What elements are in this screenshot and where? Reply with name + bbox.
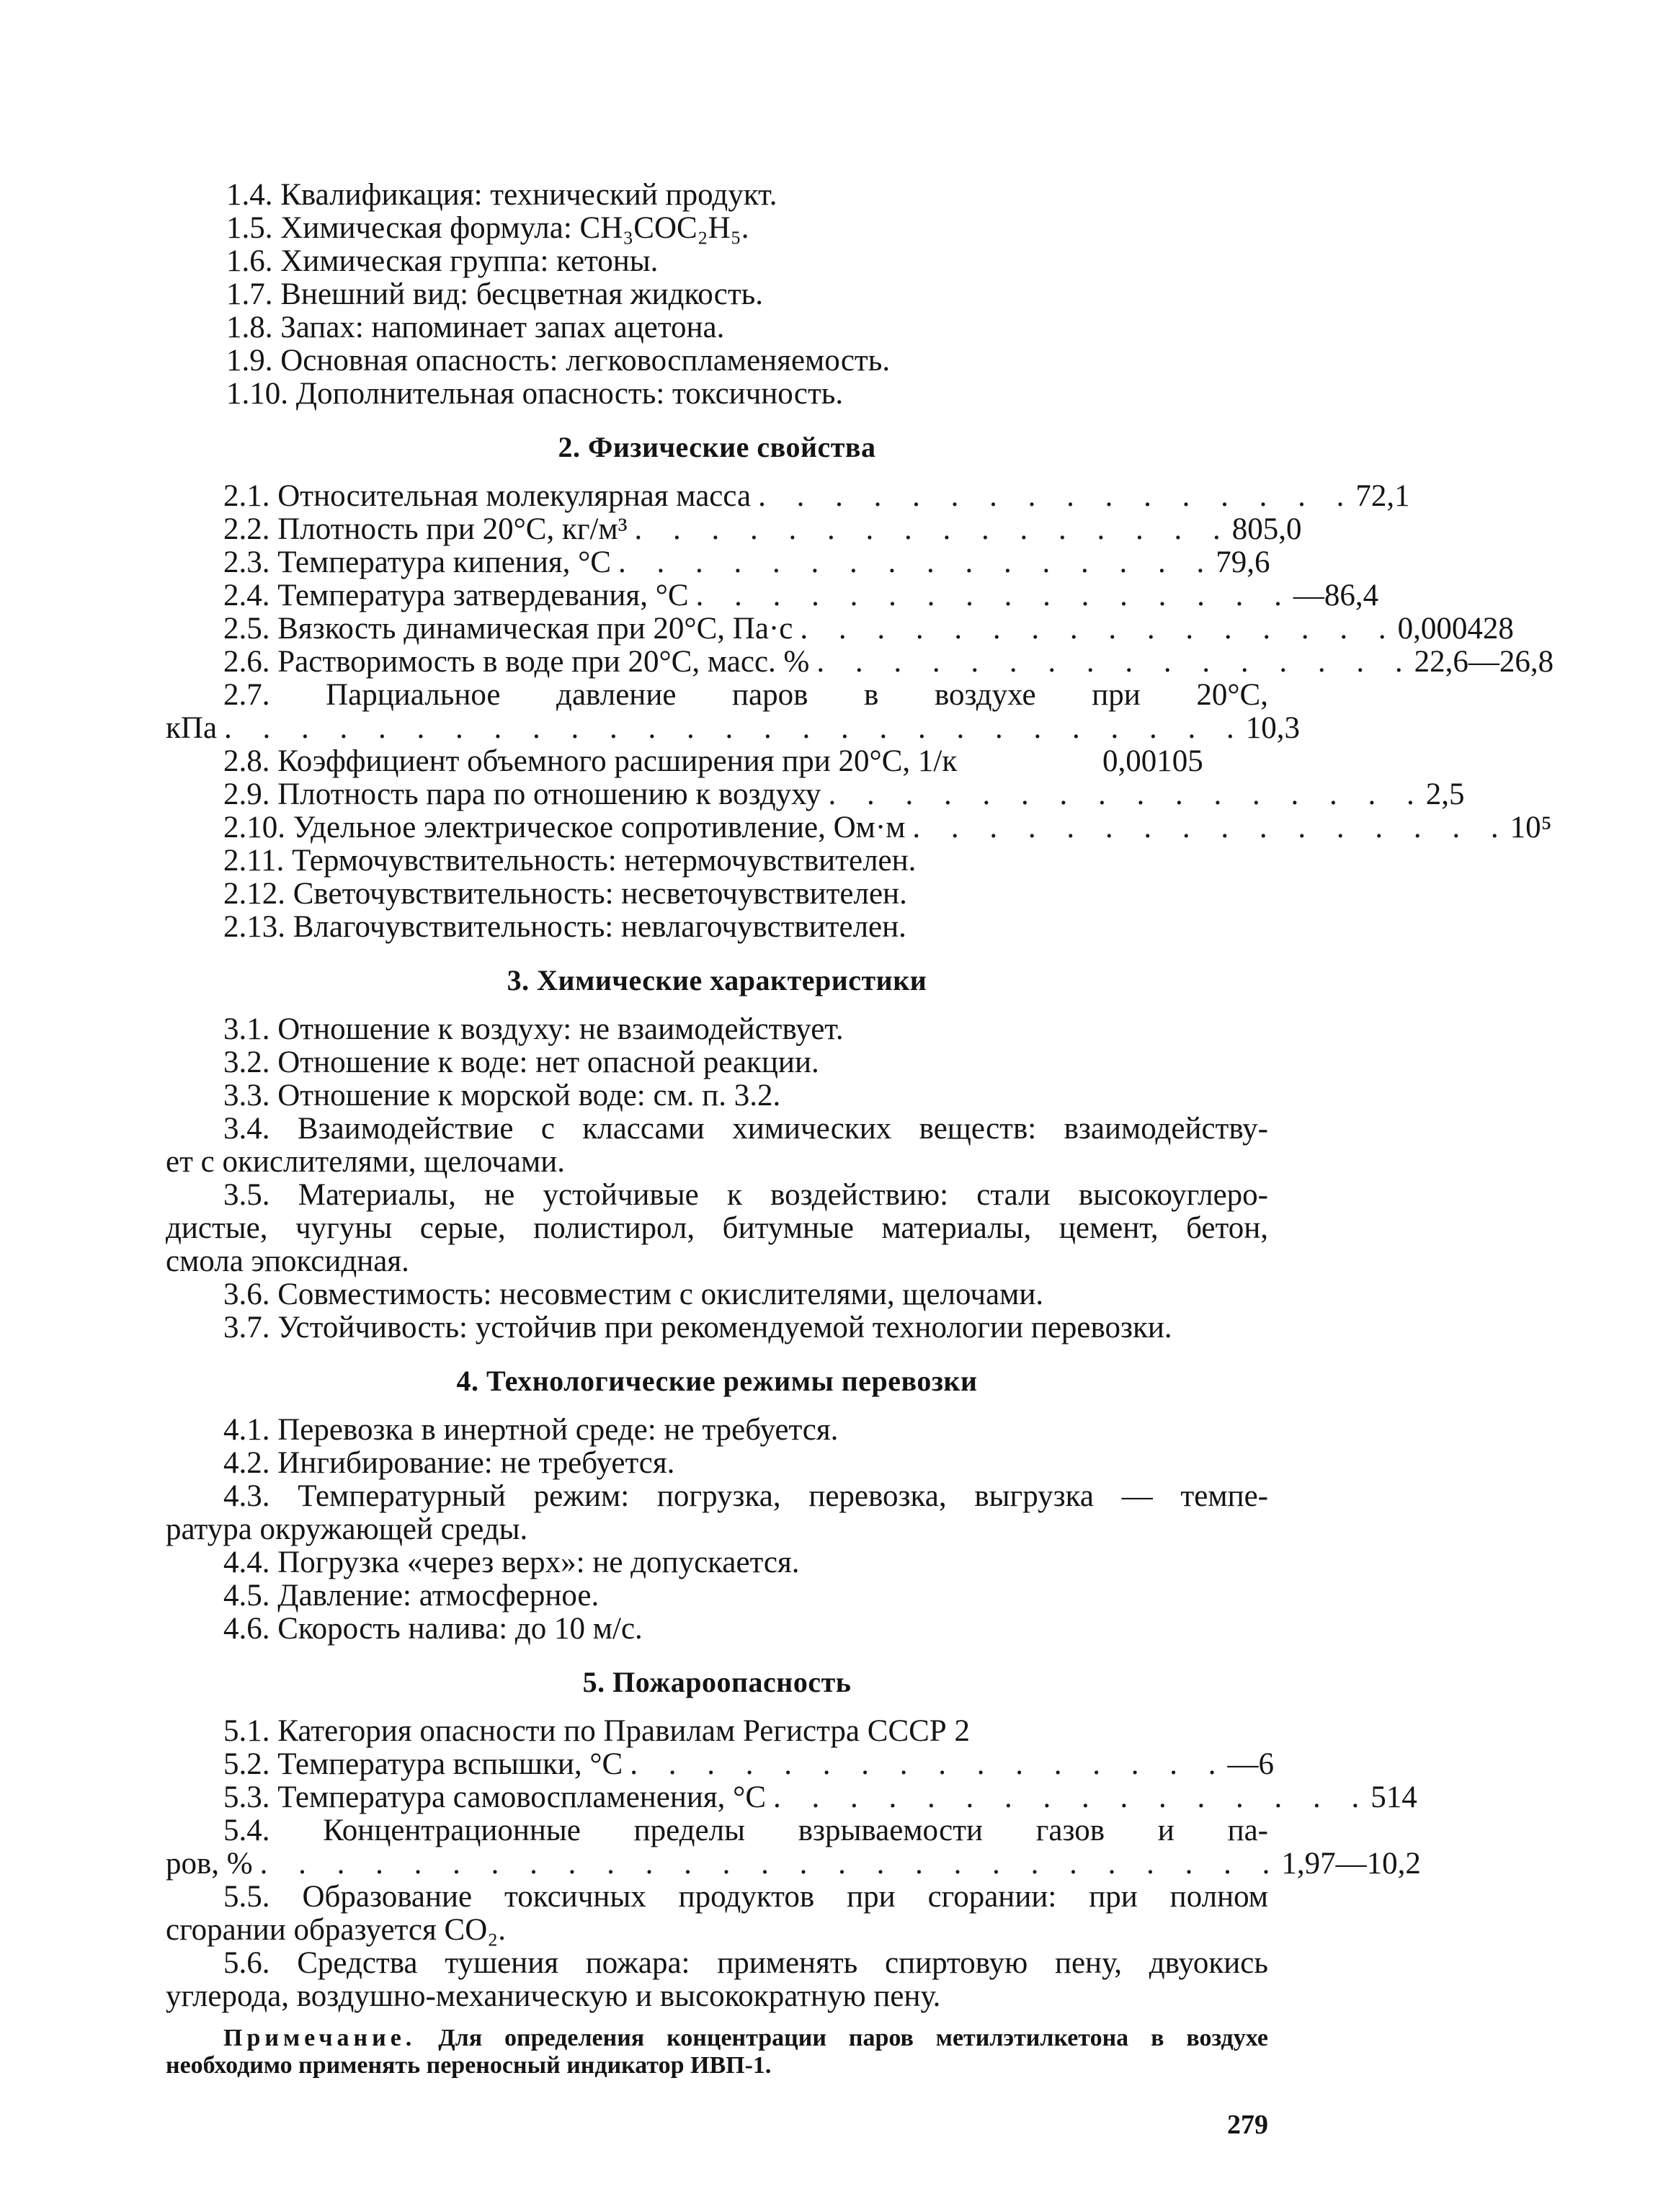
line-1-6: 1.6. Химическая группа: кетоны. [226,244,659,278]
item-5-5-line1: 5.5. Образование токсичных продуктов при сгорании: при полном [223,1880,1268,1914]
row-2-3: 2.3. Температура кипения, °С . . . . . . . . . . . . . . . . 79,6 [223,545,1270,579]
row-2-4: 2.4. Температура затвердевания, °С . . . . . . . . . . . . . . . . —86,4 [223,579,1379,612]
item-3-3: 3.3. Отношение к морской воде: см. п. 3.2. [223,1079,781,1112]
intro-section [166,179,1268,411]
row-2-11: 2.11. Термочувствительность: нетермочувствителен. [223,844,917,878]
row-2-12: 2.12. Светочувствительность: несветочувствителен. [223,877,907,911]
item-4-5: 4.5. Давление: атмосферное. [223,1579,599,1613]
item-3-5-line2: дистые, чугуны серые, полистирол, битумные материалы, цемент, бетон, [166,1211,1268,1245]
row-2-7-line2: кПа . . . . . . . . . . . . . . . . . . . . . . . . . . . 10,3 [166,711,1301,745]
item-5-2: 5.2. Температура вспышки, °С . . . . . . . . . . . . . . . . —6 [223,1747,1274,1781]
item-4-3-line1: 4.3. Температурный режим: погрузка, перевозка, выгрузка — темпе- [223,1479,1268,1513]
item-5-3: 5.3. Температура самовоспламенения, °С . . . . . . . . . . . . . . . . 514 [223,1780,1417,1814]
item-5-4-line1: 5.4. Концентрационные пределы взрываемости газов и па- [223,1814,1268,1847]
item-3-2: 3.2. Отношение к воде: нет опасной реакции. [223,1045,819,1079]
line-1-8: 1.8. Запах: напоминает запах ацетона. [226,311,725,344]
item-3-4-line2: ет с окислителями, щелочами. [166,1145,565,1179]
item-5-5-line2: сгорании образуется CO₂. [166,1913,506,1947]
section-3 [166,1013,1268,1344]
item-3-1: 3.1. Отношение к воздуху: не взаимодействует. [223,1012,844,1046]
item-5-6-line2: углерода, воздушно-механическую и высокократную пену. [166,1979,941,2013]
line-1-5: 1.5. Химическая формула: CH₃COC₂H₅. [226,211,749,245]
item-3-5-line3: смола эпоксидная. [166,1244,409,1278]
page-number: 279 [1227,2110,1268,2140]
item-3-6: 3.6. Совместимость: несовместим с окислителями, щелочами. [223,1277,1044,1311]
line-1-9: 1.9. Основная опасность: легковоспламеняемость. [226,344,891,378]
row-2-5: 2.5. Вязкость динамическая при 20°С, Па·с . . . . . . . . . . . . . . . . 0,000428 [223,612,1514,646]
row-2-8: 2.8. Коэффициент объемного расширения при 20°С, 1/к 0,00105 [223,744,1203,778]
row-2-1: 2.1. Относительная молекулярная масса . . . . . . . . . . . . . . . . 72,1 [223,479,1410,513]
section-4-heading: 4. Технологические режимы перевозки [456,1365,978,1397]
section-2 [166,479,1554,944]
item-5-6-line1: 5.6. Средства тушения пожара: применять спиртовую пену, двуокись [223,1946,1268,1980]
line-1-7: 1.7. Внешний вид: бесцветная жидкость. [226,277,764,311]
row-2-2: 2.2. Плотность при 20°С, кг/м³ . . . . . . . . . . . . . . . . 805,0 [223,512,1302,546]
line-1-4: 1.4. Квалификация: технический продукт. [226,178,777,212]
section-5-heading: 5. Пожароопасность [582,1666,852,1698]
section-5 [166,1714,1421,2013]
item-4-4: 4.4. Погрузка «через верх»: не допускается. [223,1546,800,1579]
item-3-5-line1: 3.5. Материалы, не устойчивые к воздействию: стали высокоуглеро- [223,1178,1268,1212]
document-page [166,178,1554,2140]
item-5-4-line2: ров, % . . . . . . . . . . . . . . . . . . . . . . . . . . . 1,97—10,2 [166,1847,1421,1881]
item-4-1: 4.1. Перевозка в инертной среде: не требуется. [223,1413,839,1447]
section-2-heading: 2. Физические свойства [558,431,876,463]
section-4 [166,1414,1268,1646]
section-3-heading: 3. Химические характеристики [507,964,927,996]
row-2-7-line1: 2.7. Парциальное давление паров в воздухе при 20°С, [223,678,1268,712]
item-4-2: 4.2. Ингибирование: не требуется. [223,1446,675,1480]
line-1-10: 1.10. Дополнительная опасность: токсичность. [226,377,844,411]
row-2-10: 2.10. Удельное электрическое сопротивление, Ом·м . . . . . . . . . . . . . . . . 10⁵ [223,811,1552,844]
item-4-3-line2: ратура окружающей среды. [166,1512,528,1546]
note-text: Для определения концентрации паров метилэтилкетона в воздухе необходимо применять переносный индикатор ИВП-1. [166,2025,1268,2079]
item-3-4-line1: 3.4. Взаимодействие с классами химических веществ: взаимодейству- [223,1112,1268,1146]
row-2-9: 2.9. Плотность пара по отношению к воздуху . . . . . . . . . . . . . . . . 2,5 [223,777,1465,811]
note-label: Примечание. [223,2025,416,2051]
item-3-7: 3.7. Устойчивость: устойчив при рекомендуемой технологии перевозки. [223,1311,1172,1344]
footnote [166,2025,1268,2079]
row-2-6: 2.6. Растворимость в воде при 20°С, масс. % . . . . . . . . . . . . . . . . 22,6—26,8 [223,645,1554,679]
row-2-13: 2.13. Влагочувствительность: невлагочувствителен. [223,910,906,944]
item-4-6: 4.6. Скорость налива: до 10 м/с. [223,1612,643,1646]
item-5-1: 5.1. Категория опасности по Правилам Регистра СССР 2 [223,1714,970,1748]
